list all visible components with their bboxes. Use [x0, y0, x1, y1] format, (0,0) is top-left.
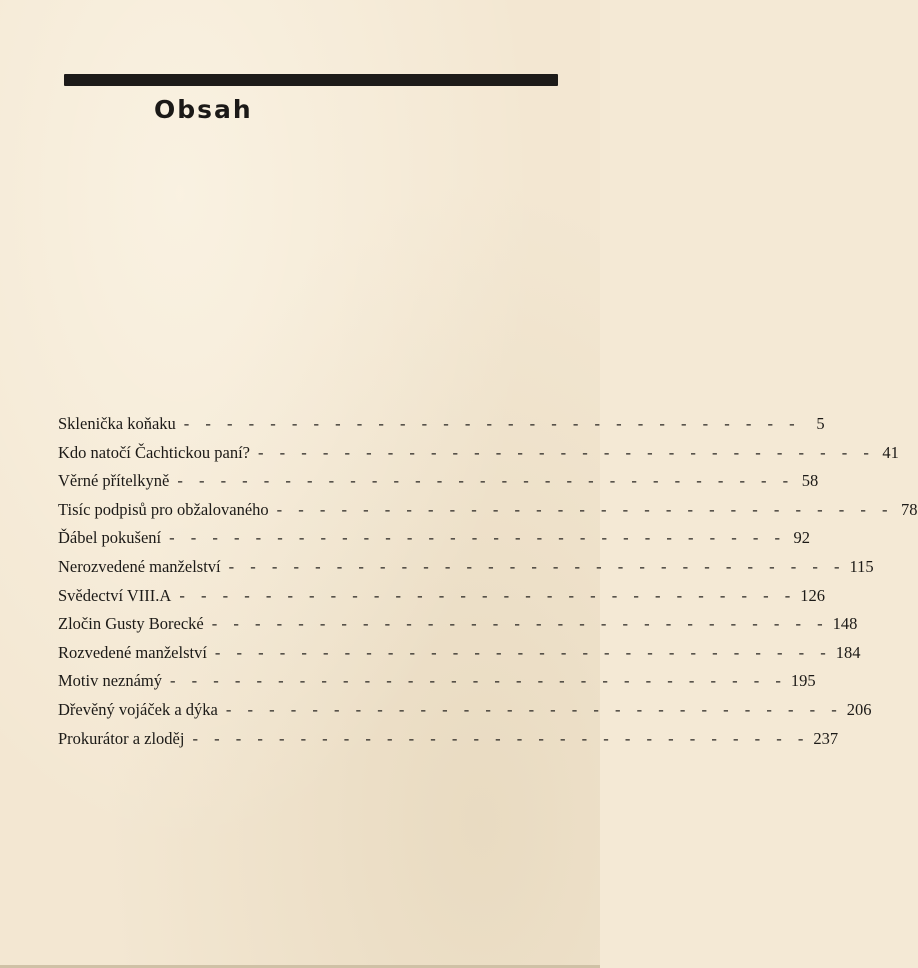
toc-leader-dots: - - - - - - - - - - - - - - - - - - - - - - - - - - - - -	[214, 642, 832, 662]
toc-entry-page: 78	[901, 499, 918, 519]
toc-leader-dots: - - - - - - - - - - - - - - - - - - - - - - - - - - - - -	[211, 614, 829, 634]
toc-entry-title: Zločin Gusty Borecké	[58, 614, 204, 634]
toc-entry-page: 92	[793, 528, 810, 548]
toc-leader-dots: - - - - - - - - - - - - - - - - - - - - - - - - - - - - -	[179, 585, 797, 605]
toc-leader-dots: - - - - - - - - - - - - - - - - - - - - - - - - - - - - -	[225, 699, 843, 719]
toc-entry-page: 195	[790, 671, 816, 691]
toc-entry	[58, 496, 918, 525]
toc-entry	[58, 439, 899, 468]
toc-entry-page: 184	[835, 642, 861, 662]
toc-entry	[58, 639, 861, 668]
toc-leader-dots: - - - - - - - - - - - - - - - - - - - - - - - - - - - - -	[177, 471, 795, 491]
toc-entry	[58, 553, 874, 582]
toc-leader-dots: - - - - - - - - - - - - - - - - - - - - - - - - - - - - -	[257, 442, 875, 462]
toc-leader-dots: - - - - - - - - - - - - - - - - - - - - - - - - - - - - -	[276, 499, 894, 519]
toc-entry-title: Dřevěný vojáček a dýka	[58, 699, 218, 719]
toc-entry-page: 237	[813, 728, 839, 748]
toc-entry-title: Tisíc podpisů pro obžalovaného	[58, 499, 269, 519]
toc-entry-title: Nerozvedené manželství	[58, 556, 221, 576]
toc-entry-page: 58	[801, 471, 819, 491]
toc-entry-page: 41	[882, 442, 899, 462]
toc-entry-title: Sklenička koňaku	[58, 414, 176, 433]
toc-entry-title: Rozvedené manželství	[58, 642, 207, 662]
toc-entry-title: Motiv neznámý	[58, 671, 163, 691]
page-title: Obsah	[154, 95, 253, 124]
toc-entry-page: 5	[816, 414, 825, 433]
toc-entry	[58, 524, 810, 553]
toc-leader-dots: - - - - - - - - - - - - - - - - - - - - - - - - - - - - -	[183, 414, 801, 433]
toc-entry-title: Věrné přítelkyně	[58, 471, 170, 491]
toc-entry-page: 126	[800, 585, 825, 605]
toc-entry	[58, 696, 872, 725]
toc-entry	[58, 467, 819, 496]
toc-entry-page: 115	[849, 556, 874, 576]
toc-leader-dots: - - - - - - - - - - - - - - - - - - - - - - - - - - - - -	[169, 528, 786, 548]
toc-entry	[58, 610, 858, 639]
toc-entry	[58, 410, 825, 439]
top-rule	[64, 74, 558, 86]
toc-entry-page: 206	[846, 699, 872, 719]
toc-entry-title: Prokurátor a zloděj	[58, 728, 185, 748]
table-of-contents	[58, 410, 918, 753]
toc-leader-dots: - - - - - - - - - - - - - - - - - - - - - - - - - - - - -	[170, 671, 787, 691]
toc-entry-title: Ďábel pokušení	[58, 528, 162, 548]
toc-entry	[58, 667, 816, 696]
toc-entry-title: Svědectví VIII.A	[58, 585, 172, 605]
toc-leader-dots: - - - - - - - - - - - - - - - - - - - - - - - - - - - - -	[228, 556, 846, 576]
toc-leader-dots: - - - - - - - - - - - - - - - - - - - - - - - - - - - - -	[192, 728, 810, 748]
toc-entry	[58, 725, 839, 754]
toc-entry-page: 148	[832, 614, 858, 634]
toc-entry	[58, 582, 825, 611]
toc-entry-title: Kdo natočí Čachtickou paní?	[58, 442, 250, 462]
